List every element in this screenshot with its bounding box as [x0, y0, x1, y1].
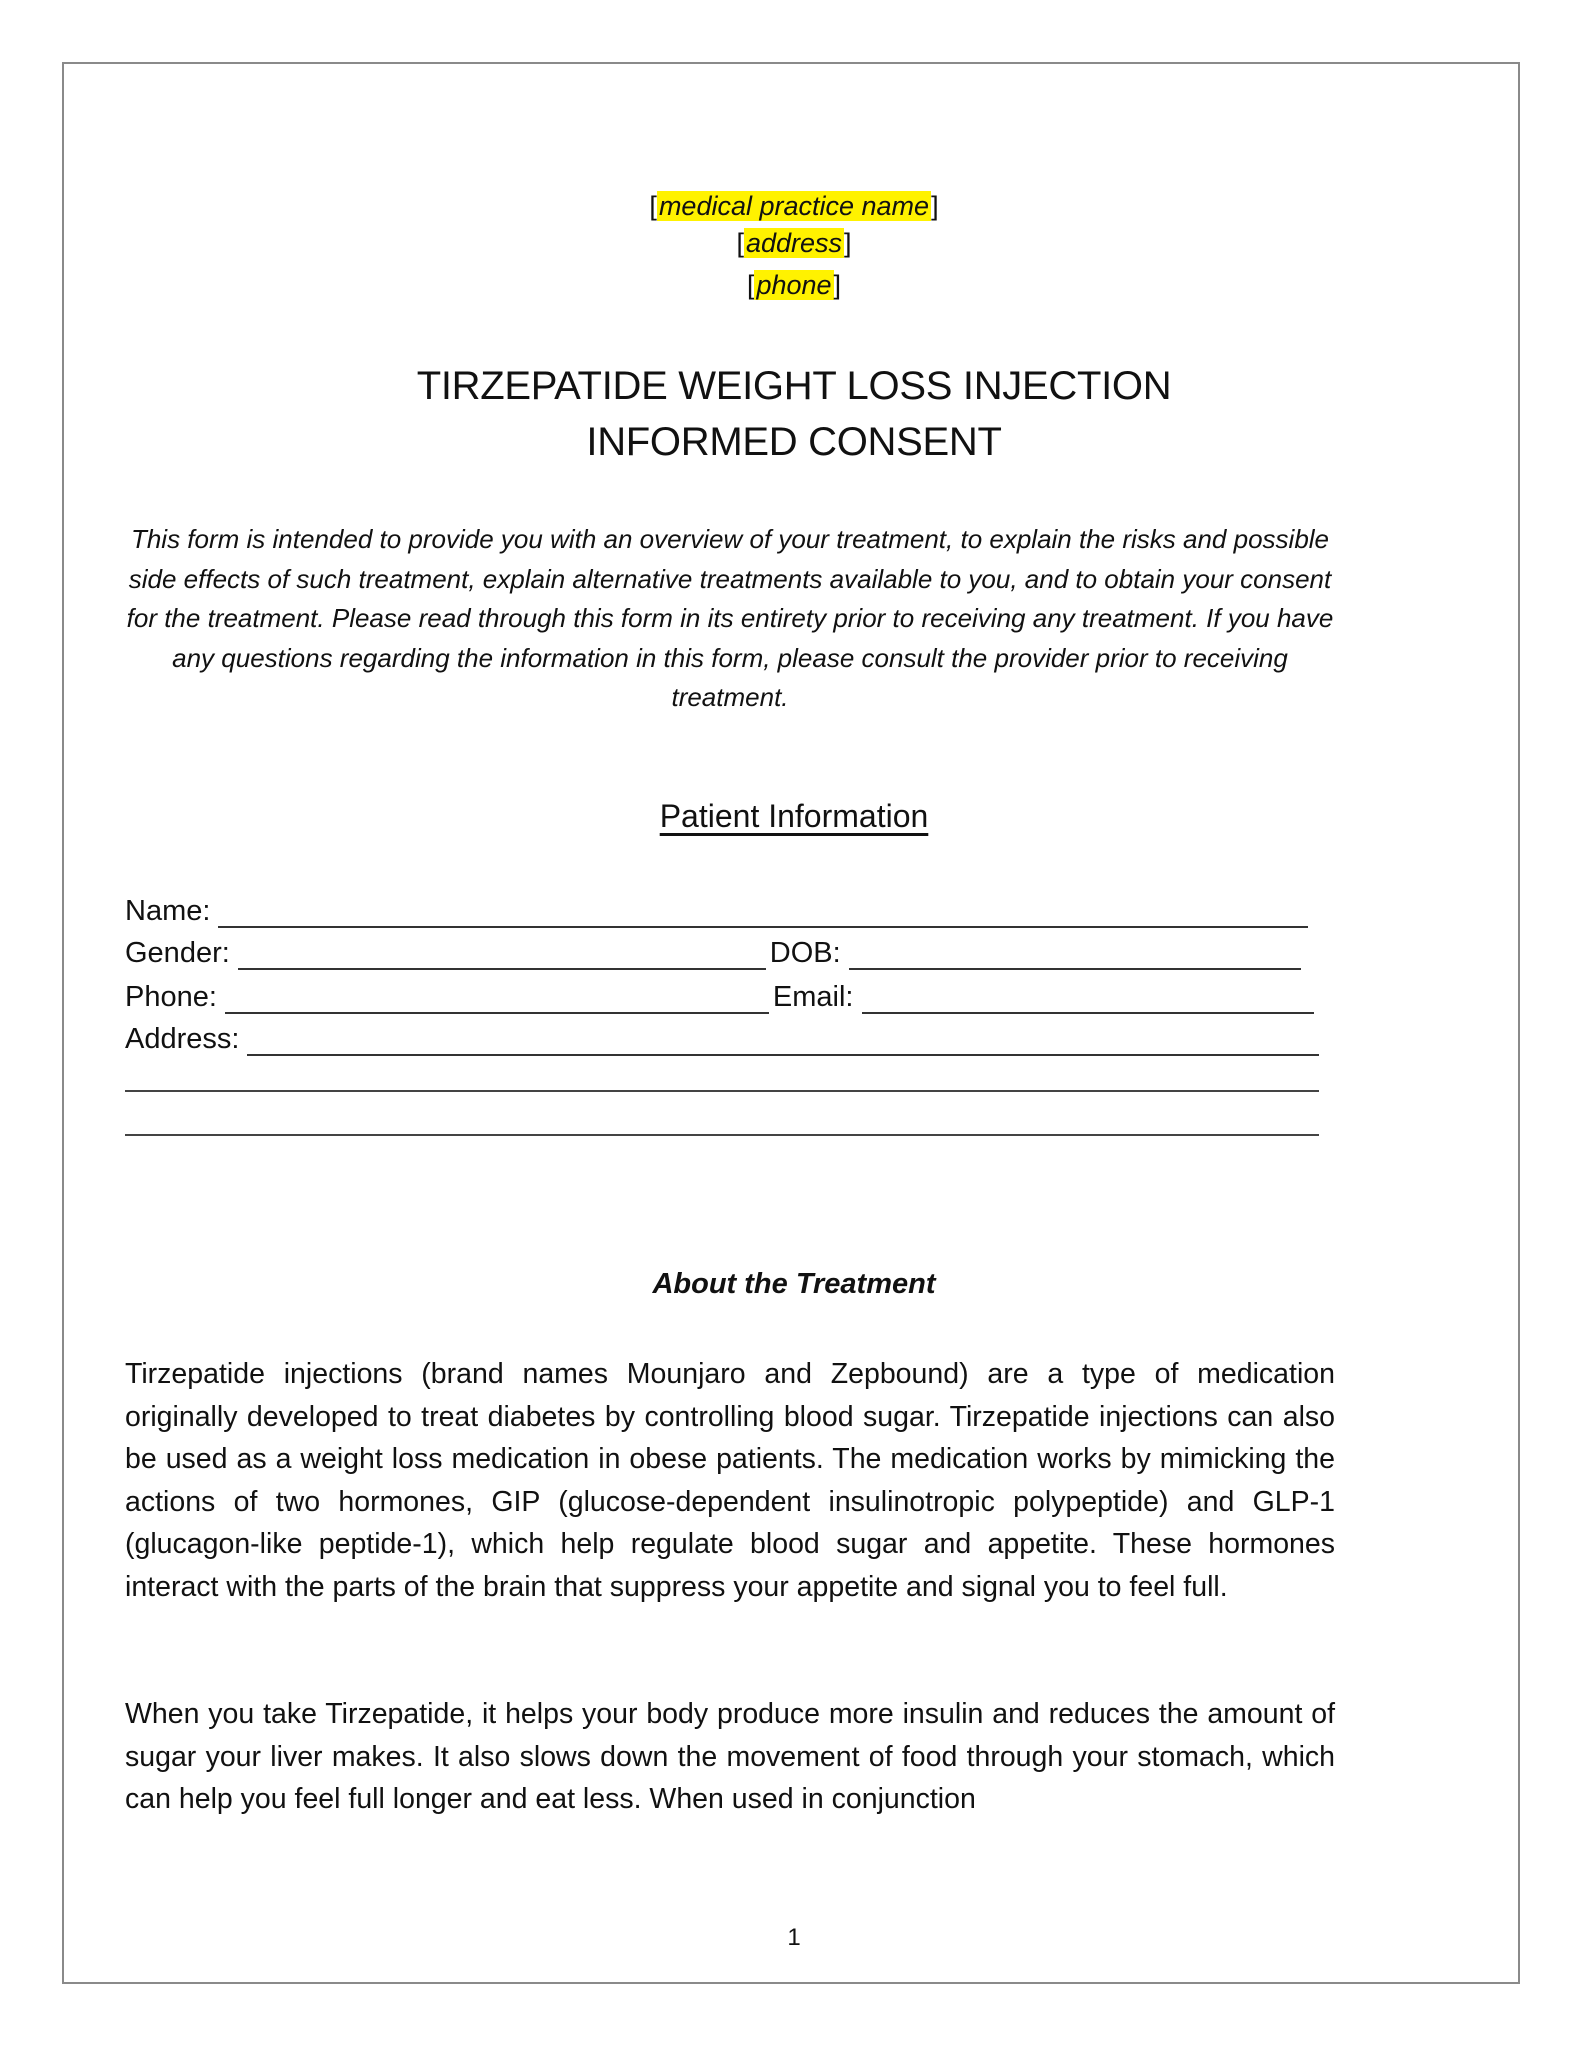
practice-name-line: [medical practice name] [649, 191, 939, 221]
phone-field[interactable] [225, 978, 769, 1014]
gender-label: Gender: [125, 937, 230, 969]
name-field[interactable] [218, 892, 1308, 928]
name-field-row [125, 886, 1335, 928]
page-number: 1 [787, 1924, 801, 1951]
phone-email-row [125, 972, 1335, 1014]
address-field-line2[interactable] [125, 1090, 1319, 1092]
address-field[interactable] [247, 1020, 1319, 1056]
email-label: Email: [772, 981, 854, 1013]
document-title-line1: TIRZEPATIDE WEIGHT LOSS INJECTION [416, 364, 1172, 408]
address-placeholder[interactable]: address [745, 228, 843, 258]
phone-label: Phone: [125, 981, 217, 1013]
phone-line: [phone] [746, 270, 842, 300]
name-label: Name: [125, 895, 211, 927]
treatment-paragraph-2: When you take Tirzepatide, it helps your body produce more insulin and reduces the amount of sugar your liver makes. It also slows down the movement of food through your stomach, which can help you feel full longer and eat less. When used in conjunction [125, 1698, 1335, 1815]
gender-field[interactable] [238, 934, 766, 970]
gender-dob-row [125, 928, 1335, 970]
intro-text: This form is intended to provide you with an overview of your treatment, to explain the risks and possible side effects of such treatment, explain alternative treatments available to you, and to obtain your consent for the treatment. Please read through this form in its entirety prior to receiving any treatment. If you have any questions regarding the information in this form, please consult the provider prior to receiving treatment. [126, 524, 1334, 712]
address-row [125, 1014, 1335, 1056]
treatment-heading: About the Treatment [652, 1268, 936, 1300]
address-field-line3[interactable] [125, 1134, 1319, 1136]
address-label: Address: [125, 1023, 240, 1055]
treatment-paragraph-1: Tirzepatide injections (brand names Mounjaro and Zepbound) are a type of medication originally developed to treat diabetes by controlling blood sugar. Tirzepatide injections can also be used as a weight loss medication in obese patients. The medication works by mimicking the actions of two hormones, GIP (glucose-dependent insulinotropic polypeptide) and GLP-1 (glucagon-like peptide-1), which help regulate blood sugar and appetite. These hormones interact with the parts of the brain that suppress your appetite and signal you to feel full. [125, 1358, 1335, 1603]
dob-label: DOB: [769, 937, 841, 969]
email-field[interactable] [862, 978, 1314, 1014]
document-title-line2: INFORMED CONSENT [586, 420, 1002, 464]
practice-name-placeholder[interactable]: medical practice name [658, 191, 930, 221]
patient-info-heading: Patient Information [659, 798, 929, 834]
dob-field[interactable] [849, 934, 1301, 970]
address-line: [address] [736, 228, 852, 258]
phone-placeholder[interactable]: phone [756, 270, 832, 300]
